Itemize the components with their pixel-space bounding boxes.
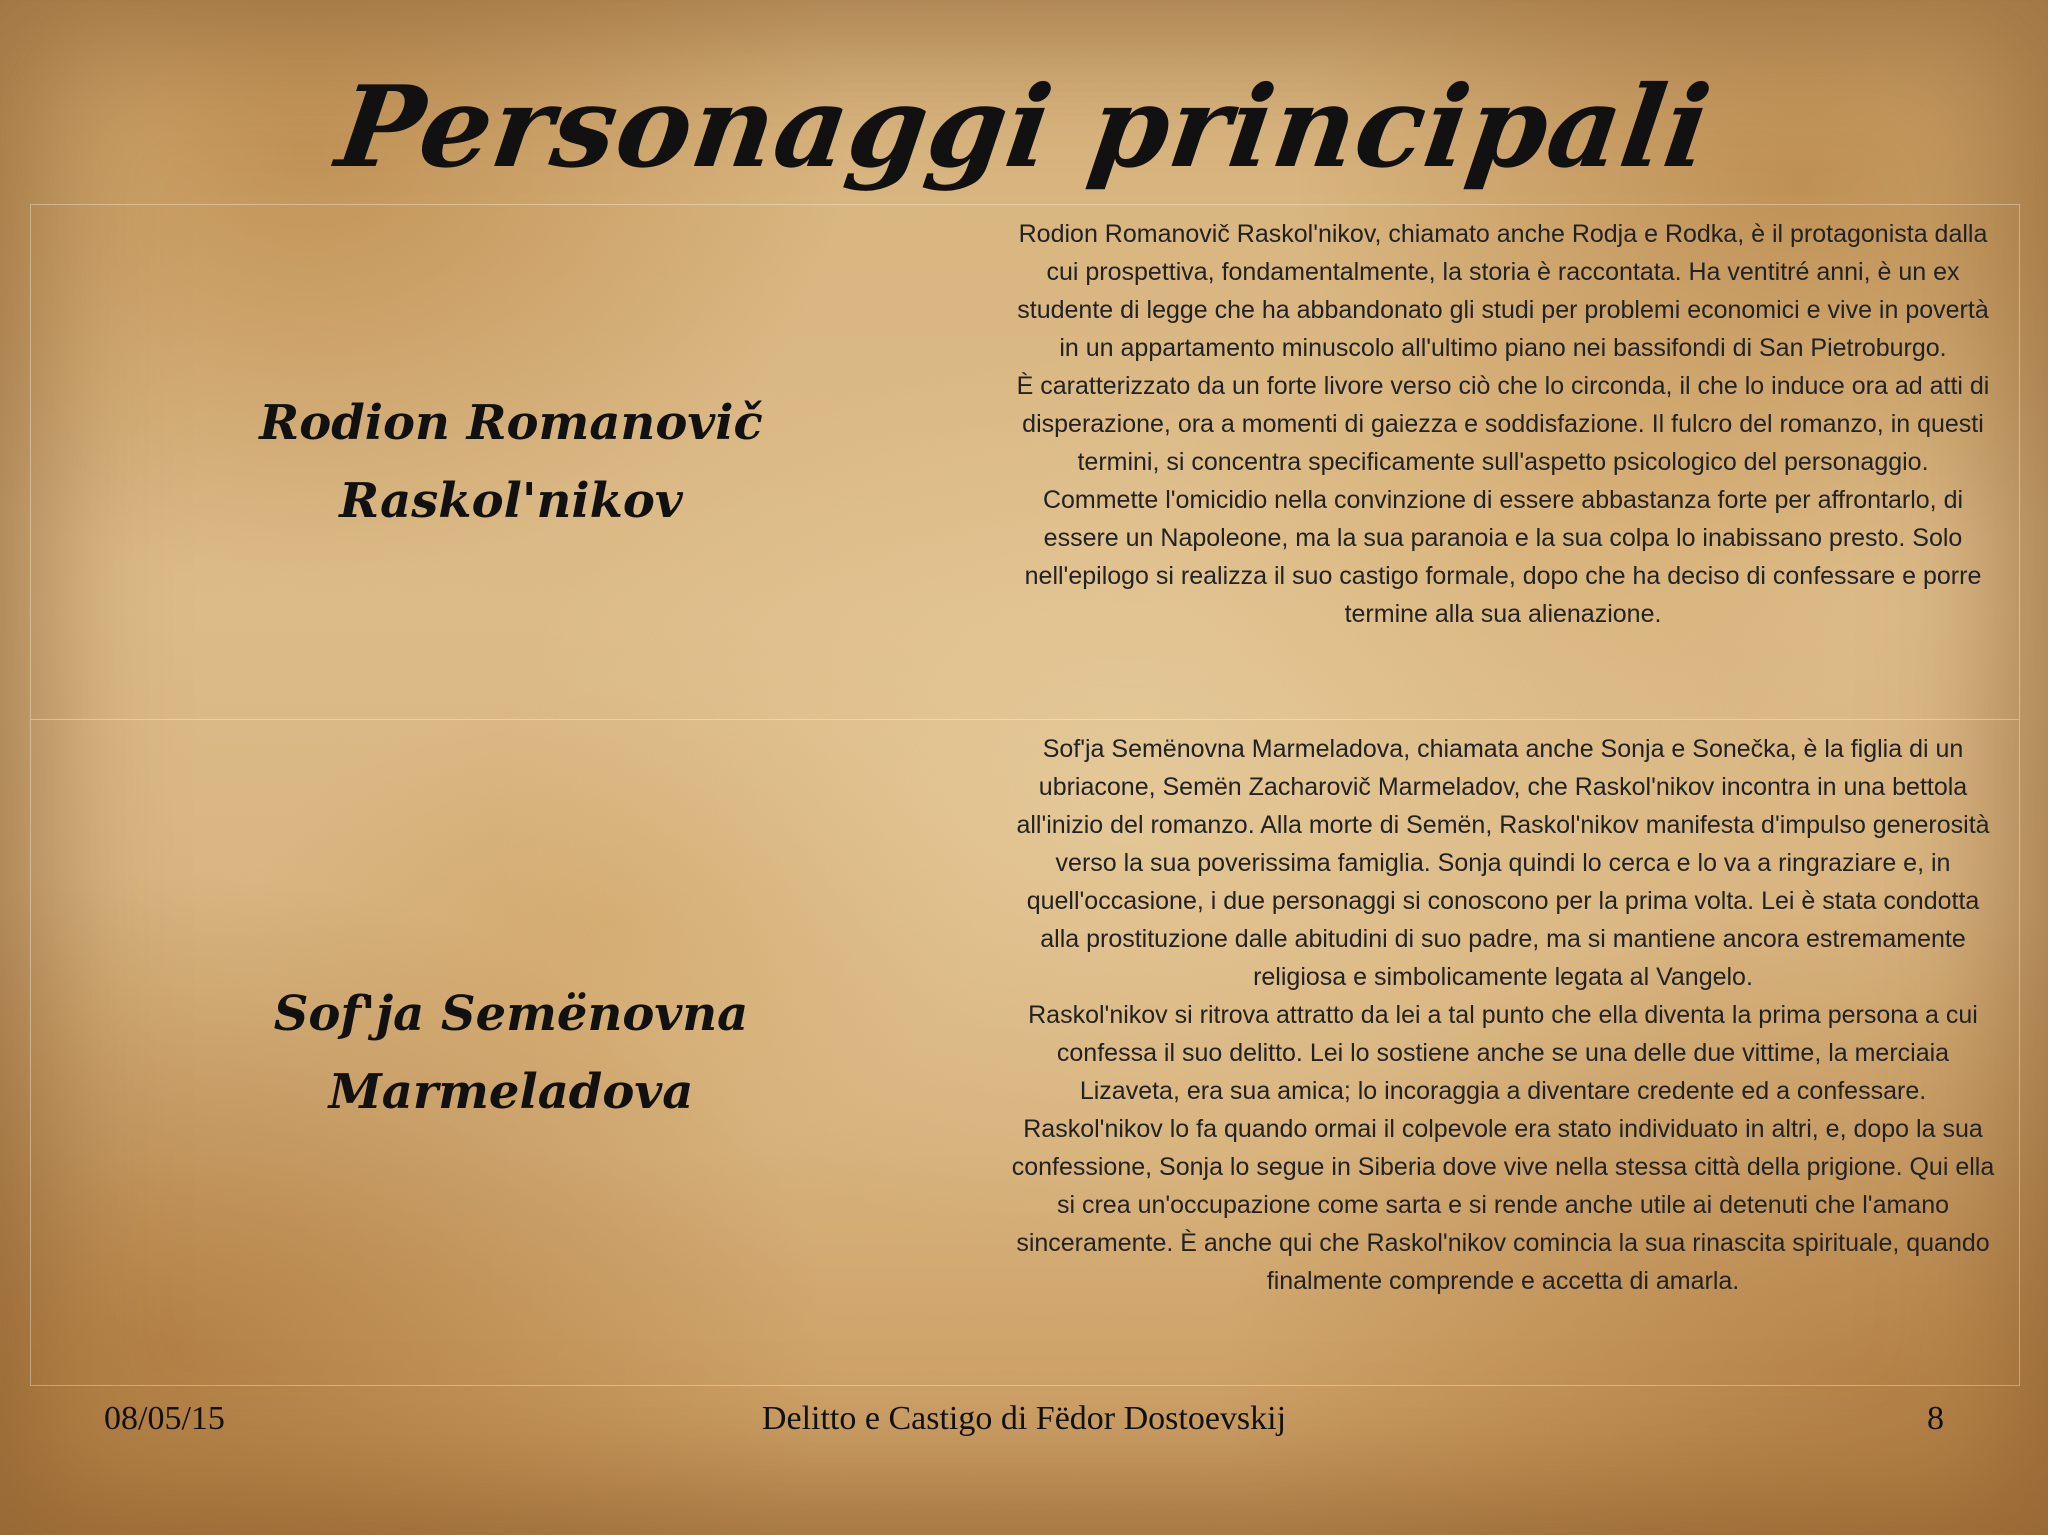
character-name-line: Marmeladova [328, 1063, 694, 1120]
slide-title: Personaggi principali [329, 62, 1719, 193]
character-name-cell [31, 720, 991, 1385]
character-name [131, 384, 891, 540]
description-paragraph: Sof'ja Semënovna Marmeladova, chiamata anche Sonja e Sonečka, è la figlia di un ubriacone, Semën Zacharovič Marmeladov, che Raskol'nikov incontra in una bettola all'inizio del romanzo. Alla morte di Semën, Raskol'nikov manifesta d'impulso generosità verso la sua poverissima famiglia. Sonja quindi lo cerca e lo va a ringraziare e, in quell'occasione, i due personaggi si conoscono per la prima volta. Lei è stata condotta alla prostituzione dalle abitudini di suo padre, ma si mantiene ancora estremamente religiosa e simbolicamente legata al Vangelo. [1016, 735, 1990, 991]
character-name-cell [31, 205, 991, 719]
character-name-line: Sof'ja Semënovna [273, 985, 749, 1042]
character-description [991, 205, 2019, 633]
description-paragraph: Rodion Romanovič Raskol'nikov, chiamato anche Rodja e Rodka, è il protagonista dalla cui prospettiva, fondamentalmente, la storia è raccontata. Ha ventitré anni, è un ex studente di legge che ha abbandonato gli studi per problemi economici e vive in povertà in un appartamento minuscolo all'ultimo piano nei bassifondi di San Pietroburgo. [1017, 220, 1989, 362]
character-name [131, 975, 891, 1131]
character-description-cell [991, 205, 2019, 719]
description-paragraph: Commette l'omicidio nella convinzione di essere abbastanza forte per affrontarlo, di essere un Napoleone, ma la sua paranoia e la sua colpa lo inabissano presto. Solo nell'epilogo si realizza il suo castigo formale, dopo che ha deciso di confessare e porre termine alla sua alienazione. [1024, 486, 1982, 628]
description-paragraph: È caratterizzato da un forte livore verso ciò che lo circonda, il che lo induce ora ad atti di disperazione, ora a momenti di gaiezza e soddisfazione. Il fulcro del romanzo, in questi termini, si concentra specificamente sull'aspetto psicologico del personaggio. [1016, 372, 1990, 476]
footer-title: Delitto e Castigo di Fëdor Dostoevskij [761, 1400, 1287, 1437]
footer-date: 08/05/15 [104, 1400, 225, 1437]
page-number: 8 [1927, 1400, 1944, 1437]
character-name-line: Raskol'nikov [339, 473, 683, 529]
table-row [31, 720, 2019, 1385]
character-description-cell [991, 720, 2019, 1385]
table-row [31, 205, 2019, 720]
description-paragraph: Raskol'nikov si ritrova attratto da lei a tal punto che ella diventa la prima persona a cui confessa il suo delitto. Lei lo sostiene anche se una delle due vittime, la merciaia Lizaveta, era sua amica; lo incoraggia a diventare credente ed a confessare. Raskol'nikov lo fa quando ormai il colpevole era stato individuato in altri, e, dopo la sua confessione, Sonja lo segue in Siberia dove vive nella stessa città della prigione. Qui ella si crea un'occupazione come sarta e si rende anche utile ai detenuti che l'amano sinceramente. È anche qui che Raskol'nikov comincia la sua rinascita spirituale, quando finalmente comprende e accetta di amarla. [1011, 1001, 1995, 1295]
character-description [991, 720, 2019, 1300]
character-name-line: Rodion Romanovič [259, 395, 763, 451]
characters-table [30, 204, 2020, 1386]
